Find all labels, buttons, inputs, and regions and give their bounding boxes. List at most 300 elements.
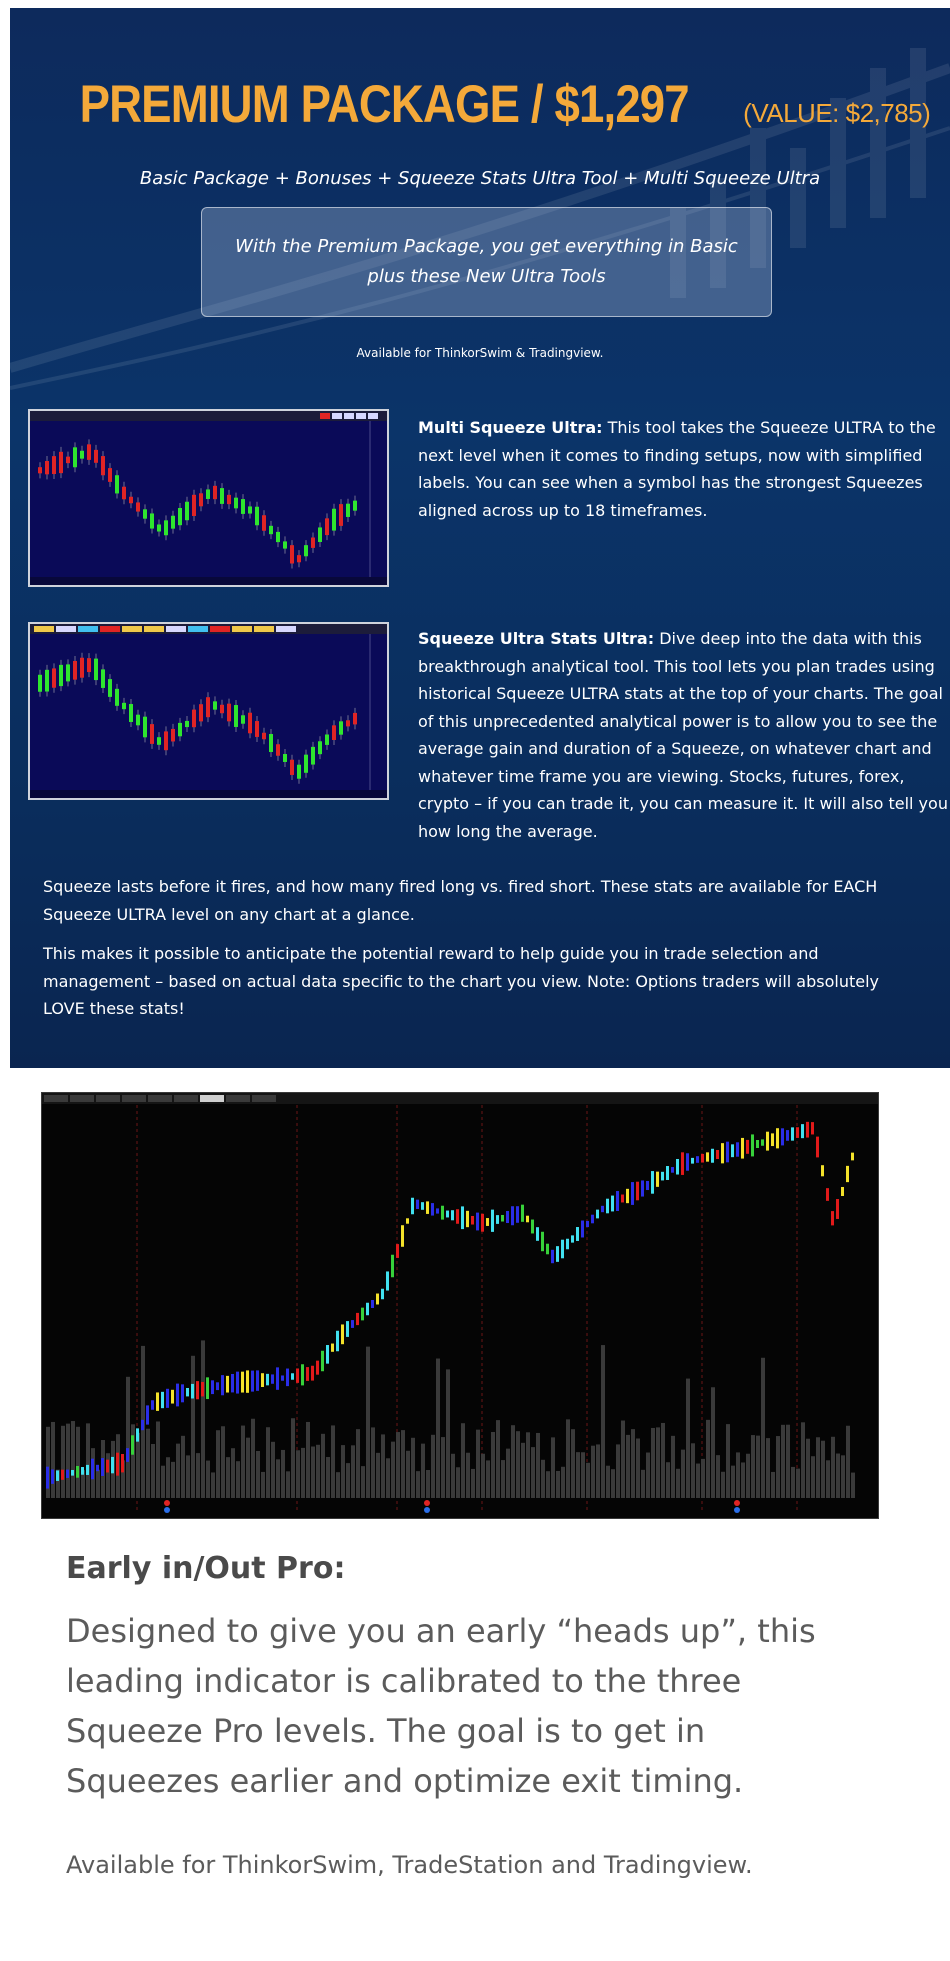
candle xyxy=(353,713,357,724)
candle xyxy=(336,1331,339,1351)
candle xyxy=(234,705,238,727)
candle xyxy=(691,1158,694,1164)
candle xyxy=(332,509,336,531)
volume-bar xyxy=(466,1453,470,1498)
volume-bar xyxy=(76,1427,80,1498)
early-in-out-pro-title: Early in/Out Pro: xyxy=(66,1551,346,1586)
candle xyxy=(66,1470,69,1478)
volume-bar xyxy=(156,1421,160,1498)
candle xyxy=(297,555,301,562)
candle xyxy=(286,1369,289,1387)
candle xyxy=(186,1388,189,1396)
candle xyxy=(157,524,161,531)
candle xyxy=(166,1389,169,1408)
candle xyxy=(831,1211,834,1225)
candle xyxy=(213,486,217,499)
candle xyxy=(296,1368,299,1382)
volume-bar xyxy=(526,1432,530,1498)
early-in-out-pro-description: Designed to give you an early “heads up”, this leading indicator is calibrated to the three Squeeze Pro levels. The goal is to get in Squeezes earlier and optimize exit timing. xyxy=(66,1612,816,1800)
package-subtitle: Basic Package + Bonuses + Squeeze Stats Ultra Tool + Multi Squeeze Ultra xyxy=(139,168,821,189)
volume-bar xyxy=(311,1447,315,1498)
stats-label xyxy=(100,626,120,632)
volume-bar xyxy=(796,1469,800,1498)
candle xyxy=(836,1199,839,1219)
volume-bar xyxy=(486,1460,490,1498)
candle xyxy=(826,1188,829,1201)
volume-bar xyxy=(521,1443,525,1498)
candle xyxy=(101,669,105,688)
candle xyxy=(262,515,266,531)
candle xyxy=(106,1460,109,1473)
candle xyxy=(318,527,322,542)
platform-availability: Available for ThinkorSwim & Tradingview. xyxy=(356,346,604,360)
candle xyxy=(227,704,231,722)
volume-bar xyxy=(636,1438,640,1498)
candle xyxy=(541,1232,544,1251)
candle xyxy=(161,1392,164,1408)
candle xyxy=(726,1142,729,1163)
candle xyxy=(276,532,280,542)
candle xyxy=(171,729,175,742)
candle xyxy=(185,502,189,521)
candle xyxy=(356,1313,359,1325)
early-in-out-pro-chart xyxy=(41,1092,879,1519)
candle xyxy=(111,1457,114,1473)
candle xyxy=(741,1138,744,1159)
candle xyxy=(821,1165,824,1176)
volume-bar xyxy=(241,1426,245,1498)
candle xyxy=(136,502,140,511)
volume-bar xyxy=(451,1454,455,1498)
candle xyxy=(431,1203,434,1215)
volume-bar xyxy=(371,1427,375,1498)
feature-name: Squeeze Ultra Stats Ultra: xyxy=(418,629,655,648)
candle xyxy=(621,1195,624,1203)
candle xyxy=(456,1209,459,1224)
candle xyxy=(241,499,245,514)
volume-bar xyxy=(551,1437,555,1498)
candle xyxy=(796,1127,799,1138)
candle xyxy=(571,1235,574,1242)
candle xyxy=(551,1250,554,1263)
volume-bar xyxy=(771,1472,775,1498)
candle xyxy=(656,1172,659,1187)
candle xyxy=(386,1271,389,1290)
volume-bar xyxy=(346,1463,350,1498)
candle xyxy=(301,1364,304,1385)
early-availability: Available for ThinkorSwim, TradeStation and Tradingview. xyxy=(66,1851,753,1879)
candle xyxy=(221,1375,224,1395)
candle xyxy=(248,506,252,513)
candle xyxy=(269,734,273,752)
candle xyxy=(73,447,77,467)
candle xyxy=(326,1345,329,1364)
candle xyxy=(226,1376,229,1393)
candle xyxy=(199,704,203,721)
signal-marker xyxy=(164,1507,170,1513)
volume-bar xyxy=(336,1472,340,1498)
volume-bar xyxy=(276,1459,280,1498)
volume-bar xyxy=(201,1340,205,1498)
volume-bar xyxy=(331,1425,335,1498)
candle xyxy=(61,1470,64,1480)
stats-label xyxy=(232,626,252,632)
volume-bar xyxy=(606,1466,610,1498)
candle xyxy=(806,1122,809,1138)
candle xyxy=(816,1137,819,1158)
volume-bar xyxy=(186,1455,190,1498)
candle xyxy=(248,713,252,734)
candle xyxy=(486,1218,489,1226)
candle xyxy=(711,1149,714,1163)
candle xyxy=(666,1166,669,1180)
candle xyxy=(122,703,126,709)
candle xyxy=(626,1189,629,1203)
candle xyxy=(150,724,154,744)
candle xyxy=(376,1294,379,1305)
candle xyxy=(178,508,182,525)
volume-bar xyxy=(416,1471,420,1498)
candle xyxy=(306,1367,309,1381)
feature-description: Dive deep into the data with this breakthrough analytical tool. This tool lets you plan trades using historical Squeeze ULTRA stats at the top of your charts. The goal of this unprecedented analytical power is to allow you to see the average gain and duration of a Squeeze, on whatever chart and whatever time frame you are viewing. Stocks, futures, forex, crypto – if you can trade it, you can measure it. It will also tell you how long the average. xyxy=(418,629,948,841)
volume-bar xyxy=(661,1423,665,1498)
volume-bar xyxy=(536,1433,540,1498)
multi-squeeze-ultra-chart xyxy=(28,409,389,587)
header-field xyxy=(44,1095,68,1102)
candle xyxy=(771,1133,774,1146)
candle xyxy=(192,710,196,728)
candle xyxy=(696,1156,699,1163)
volume-bar xyxy=(741,1462,745,1498)
volume-bar xyxy=(811,1456,815,1498)
candle xyxy=(116,1453,119,1476)
volume-bar xyxy=(136,1433,140,1498)
volume-bar xyxy=(851,1473,855,1498)
volume-bar xyxy=(846,1426,850,1498)
volume-bar xyxy=(831,1437,835,1498)
candle xyxy=(506,1211,509,1223)
candle xyxy=(646,1181,649,1190)
candle xyxy=(706,1152,709,1161)
candle xyxy=(91,1459,94,1480)
candle xyxy=(45,670,49,692)
candle xyxy=(251,1371,254,1392)
candle xyxy=(776,1128,779,1148)
candle xyxy=(701,1154,704,1163)
volume-bar xyxy=(516,1431,520,1498)
candle xyxy=(361,1308,364,1321)
candle xyxy=(262,733,266,739)
candle xyxy=(676,1159,679,1175)
candle xyxy=(311,747,315,765)
volume-bar xyxy=(506,1449,510,1498)
candle xyxy=(236,1372,239,1394)
candle xyxy=(94,450,98,463)
volume-bar xyxy=(531,1447,535,1498)
volume-bar xyxy=(446,1369,450,1498)
candle xyxy=(496,1215,499,1224)
candle xyxy=(76,1466,79,1478)
volume-bar xyxy=(841,1455,845,1498)
candle xyxy=(766,1132,769,1151)
header-field xyxy=(148,1095,172,1102)
candle xyxy=(86,1465,89,1475)
signal-marker xyxy=(164,1500,170,1506)
candle xyxy=(304,545,308,556)
volume-bar xyxy=(236,1461,240,1498)
volume-bar xyxy=(641,1470,645,1498)
candle xyxy=(391,1255,394,1278)
volume-bar xyxy=(566,1419,570,1498)
header-field xyxy=(174,1095,198,1102)
candle xyxy=(255,507,259,526)
candle xyxy=(290,760,294,775)
volume-bar xyxy=(431,1435,435,1498)
volume-bar xyxy=(666,1462,670,1498)
candle xyxy=(220,705,224,713)
candle xyxy=(561,1240,564,1259)
volume-bar xyxy=(341,1445,345,1498)
candle xyxy=(141,1420,144,1430)
volume-bar xyxy=(791,1467,795,1498)
candle xyxy=(126,1448,129,1462)
feature-multi-squeeze-ultra xyxy=(418,414,948,524)
squeeze-label xyxy=(368,413,378,419)
volume-bar xyxy=(501,1460,505,1498)
volume-bar xyxy=(86,1423,90,1498)
volume-bar xyxy=(66,1424,70,1498)
candle xyxy=(606,1199,609,1214)
candle xyxy=(396,1244,399,1258)
volume-bar xyxy=(496,1420,500,1498)
volume-bar xyxy=(706,1420,710,1498)
candle xyxy=(756,1140,759,1148)
candle xyxy=(591,1215,594,1224)
candle xyxy=(246,1370,249,1392)
candle xyxy=(73,661,77,680)
volume-bar xyxy=(291,1418,295,1498)
candle xyxy=(241,1372,244,1393)
volume-bar xyxy=(96,1470,100,1498)
squeeze-label xyxy=(356,413,366,419)
stats-paragraph: Squeeze lasts before it fires, and how many fired long vs. fired short. These stats are available for EACH Squeeze ULTRA level on any chart at a glance. xyxy=(43,877,878,924)
candle xyxy=(501,1215,504,1222)
volume-bar xyxy=(826,1460,830,1498)
volume-bar xyxy=(461,1423,465,1498)
candle xyxy=(220,488,224,504)
volume-bar xyxy=(816,1437,820,1498)
candle xyxy=(231,1374,234,1392)
candle xyxy=(304,755,308,773)
page-title xyxy=(10,74,950,135)
candle xyxy=(421,1202,424,1210)
candle xyxy=(811,1122,814,1134)
candle xyxy=(339,504,343,526)
candle xyxy=(339,721,343,734)
candle xyxy=(255,721,259,737)
candle xyxy=(87,658,91,672)
time-axis xyxy=(30,577,387,585)
candle xyxy=(716,1150,719,1159)
feature-name: Multi Squeeze Ultra: xyxy=(418,418,603,437)
candle xyxy=(157,737,161,745)
candle xyxy=(481,1214,484,1232)
candle xyxy=(80,658,84,678)
candle xyxy=(276,1367,279,1389)
volume-bar xyxy=(386,1458,390,1498)
candle xyxy=(181,1384,184,1402)
candle xyxy=(616,1191,619,1211)
volume-bar xyxy=(396,1432,400,1498)
stats-label xyxy=(78,626,98,632)
volume-bar xyxy=(801,1422,805,1498)
volume-bar xyxy=(651,1428,655,1498)
volume-bar xyxy=(646,1453,650,1498)
stats-label xyxy=(210,626,230,632)
candle xyxy=(87,444,91,460)
volume-bar xyxy=(146,1429,150,1498)
candle xyxy=(241,715,245,723)
candle xyxy=(526,1216,529,1223)
candle xyxy=(346,504,350,517)
candle xyxy=(321,1351,324,1371)
candle xyxy=(290,545,294,563)
volume-bar xyxy=(476,1430,480,1498)
volume-bar xyxy=(51,1422,55,1498)
volume-bar xyxy=(326,1457,330,1498)
feature-description: This tool takes the Squeeze ULTRA to the next level when it comes to finding setups, now with simplified labels. You can see when a symbol has the strongest Squeezes aligned across up to 18 timeframes. xyxy=(418,418,936,520)
candle xyxy=(631,1182,634,1205)
candle xyxy=(291,1373,294,1379)
candle xyxy=(94,659,98,680)
candle xyxy=(566,1239,569,1250)
candle xyxy=(446,1211,449,1218)
candle xyxy=(781,1128,784,1145)
candle xyxy=(115,689,119,706)
candle xyxy=(401,1225,404,1247)
candle xyxy=(531,1220,534,1234)
candle xyxy=(150,513,154,528)
candle xyxy=(451,1210,454,1220)
volume-bar xyxy=(411,1438,415,1498)
candle xyxy=(146,1405,149,1424)
volume-bar xyxy=(761,1358,765,1498)
volume-bar xyxy=(231,1448,235,1498)
candle xyxy=(51,1469,54,1483)
volume-bar xyxy=(616,1444,620,1498)
candle xyxy=(586,1221,589,1227)
candle xyxy=(256,1370,259,1390)
candle xyxy=(143,509,147,518)
volume-bar xyxy=(601,1345,605,1498)
candle xyxy=(164,731,168,750)
signal-marker xyxy=(734,1507,740,1513)
volume-bar xyxy=(126,1377,130,1498)
candle xyxy=(576,1227,579,1241)
header-field xyxy=(226,1095,250,1102)
candle xyxy=(731,1144,734,1157)
candle xyxy=(164,520,168,535)
volume-bar xyxy=(196,1453,200,1498)
candle xyxy=(156,1392,159,1410)
volume-bar xyxy=(381,1434,385,1498)
candle xyxy=(176,1384,179,1407)
volume-bar xyxy=(556,1471,560,1498)
candle xyxy=(311,1366,314,1381)
volume-bar xyxy=(321,1434,325,1498)
candle xyxy=(846,1166,849,1182)
candle xyxy=(96,1465,99,1471)
candle xyxy=(536,1227,539,1241)
candle xyxy=(556,1246,559,1262)
volume-bar xyxy=(511,1425,515,1498)
volume-bar xyxy=(391,1442,395,1498)
volume-bar xyxy=(611,1469,615,1498)
candle xyxy=(81,1467,84,1475)
volume-bar xyxy=(421,1444,425,1498)
candle xyxy=(761,1139,764,1145)
candle xyxy=(281,1375,284,1380)
candle xyxy=(196,1381,199,1399)
candle xyxy=(191,1384,194,1399)
volume-bar xyxy=(686,1379,690,1498)
candle xyxy=(426,1201,429,1214)
candle xyxy=(206,1377,209,1399)
candle xyxy=(59,665,63,686)
candle xyxy=(316,1361,319,1375)
volume-bar xyxy=(621,1421,625,1498)
signal-marker xyxy=(424,1507,430,1513)
candle xyxy=(136,715,140,726)
candle xyxy=(521,1205,524,1222)
volume-bar xyxy=(441,1437,445,1498)
header-field xyxy=(70,1095,94,1102)
volume-bar xyxy=(481,1454,485,1498)
stats-label xyxy=(166,626,186,632)
candle xyxy=(751,1134,754,1156)
candle xyxy=(178,723,182,736)
volume-bar xyxy=(211,1472,215,1498)
volume-bar xyxy=(631,1429,635,1498)
candle xyxy=(791,1127,794,1140)
volume-bar xyxy=(206,1461,210,1498)
candle xyxy=(80,451,84,459)
reward-paragraph: This makes it possible to anticipate the potential reward to help guide you in trade selection and management – based on actual data specific to the chart you view. Note: Options traders will absolutely LOVE these stats! xyxy=(43,944,880,1018)
candle xyxy=(746,1140,749,1154)
volume-bar xyxy=(221,1426,225,1498)
candle xyxy=(841,1187,844,1196)
candle xyxy=(206,697,210,717)
volume-bar xyxy=(281,1450,285,1498)
candle xyxy=(261,1373,264,1387)
volume-bar xyxy=(711,1387,715,1498)
candle xyxy=(171,516,175,529)
stats-label xyxy=(56,626,76,632)
candle xyxy=(325,735,329,745)
stats-label xyxy=(276,626,296,632)
volume-bar xyxy=(151,1444,155,1498)
volume-bar xyxy=(681,1450,685,1498)
candle xyxy=(56,1470,59,1481)
candle xyxy=(38,675,42,692)
volume-bar xyxy=(356,1429,360,1498)
volume-bar xyxy=(691,1443,695,1498)
volume-bar xyxy=(161,1466,165,1498)
candle xyxy=(66,457,70,464)
volume-bar xyxy=(581,1452,585,1498)
candle xyxy=(283,541,287,548)
candle xyxy=(353,501,357,511)
